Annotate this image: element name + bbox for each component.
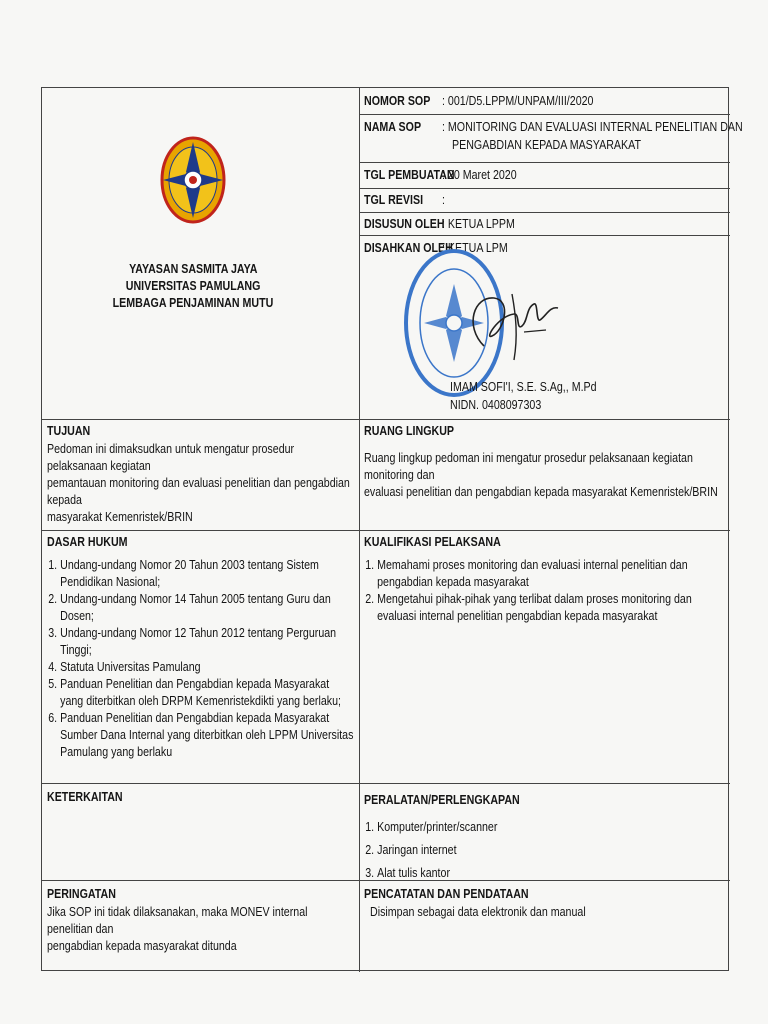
org-line: YAYASAN SASMITA JAYA	[128, 261, 258, 276]
signer-name: IMAM SOFI'I, S.E. S.Ag,, M.Pd	[450, 379, 597, 394]
field-divider	[359, 162, 730, 163]
field-label: TGL PEMBUATAN	[364, 167, 455, 182]
signer-block	[450, 378, 629, 414]
text-line: Disimpan sebagai data elektronik dan manual	[370, 904, 586, 919]
section-title-kualifikasi: KUALIFIKASI PELAKSANA	[364, 534, 501, 549]
field-value: :	[442, 192, 445, 207]
list-item: 4. Statuta Universitas Pamulang	[60, 658, 354, 675]
section-title-pencatatan: PENCATATAN DAN PENDATAAN	[364, 886, 529, 901]
field-divider	[359, 235, 730, 236]
text-line: pemantauan monitoring dan evaluasi penelitian dan pengabdian kepada	[47, 475, 350, 507]
sop-document	[41, 87, 743, 971]
section-title-tujuan: TUJUAN	[47, 423, 91, 438]
text-line: Jika SOP ini tidak dilaksanakan, maka MONEV internal penelitian dan	[47, 904, 308, 936]
field-label: TGL REVISI	[364, 192, 424, 207]
signature-icon	[454, 286, 564, 366]
field-value: : KETUA LPM	[442, 240, 508, 255]
peralatan-list	[364, 815, 768, 884]
list-item: 2. Mengetahui pihak-pihak yang terlibat dalam proses monitoring dan evaluasi internal penelitian pengabdian kepada masyarakat	[377, 590, 729, 624]
kualifikasi-list	[364, 556, 768, 624]
text-line: masyarakat Kemenristek/BRIN	[47, 509, 193, 524]
field-label: DISAHKAN OLEH	[364, 240, 453, 255]
list-item: 1. Memahami proses monitoring dan evaluasi internal penelitian dan pengabdian kepada masyarakat	[377, 556, 729, 590]
field-value: : 20 Maret 2020	[442, 167, 517, 182]
list-item: 3. Undang-undang Nomor 12 Tahun 2012 tentang Perguruan Tinggi;	[60, 624, 354, 658]
list-item: 6. Panduan Penelitian dan Pengabdian kepada Masyarakat Sumber Dana Internal yang diterbitkan oleh LPPM Universitas Pamulang yang berlaku	[60, 709, 354, 760]
list-item: 5. Panduan Penelitian dan Pengabdian kepada Masyarakat yang diterbitkan oleh DRPM Kemenristekdikti yang berlaku;	[60, 675, 354, 709]
row-divider	[42, 783, 730, 784]
list-item: 1. Komputer/printer/scanner	[377, 815, 729, 838]
field-value: : 001/D5.LPPM/UNPAM/III/2020	[442, 93, 594, 108]
org-line: UNIVERSITAS PAMULANG	[125, 278, 261, 293]
field-divider	[359, 188, 730, 189]
section-title-ruang-lingkup: RUANG LINGKUP	[364, 423, 455, 438]
row-divider	[42, 530, 730, 531]
list-item: 2. Undang-undang Nomor 14 Tahun 2005 tentang Guru dan Dosen;	[60, 590, 354, 624]
signer-nidn: NIDN. 0408097303	[450, 397, 542, 412]
field-divider	[359, 212, 730, 213]
field-label: NAMA SOP	[364, 119, 422, 134]
tujuan-text	[47, 440, 417, 525]
section-title-keterkaitan: KETERKAITAN	[47, 789, 123, 804]
list-item: 1. Undang-undang Nomor 20 Tahun 2003 tentang Sistem Pendidikan Nasional;	[60, 556, 354, 590]
section-title-peralatan: PERALATAN/PERLENGKAPAN	[364, 792, 520, 807]
list-item: 3. Alat tulis kantor	[377, 861, 729, 884]
section-title-peringatan: PERINGATAN	[47, 886, 116, 901]
text-line: evaluasi penelitian dan pengabdian kepada masyarakat Kemenristek/BRIN	[364, 484, 718, 499]
ruang-lingkup-text	[364, 449, 768, 500]
text-line: pengabdian kepada masyarakat ditunda	[47, 938, 237, 953]
text-line: Pedoman ini dimaksudkan untuk mengatur prosedur pelaksanaan kegiatan	[47, 441, 295, 473]
field-value: : KETUA LPPM	[442, 216, 515, 231]
row-divider	[42, 419, 730, 420]
organization-name	[62, 260, 324, 311]
field-value-continued: PENGABDIAN KEPADA MASYARAKAT	[452, 137, 641, 152]
field-divider	[359, 114, 730, 115]
field-value: : MONITORING DAN EVALUASI INTERNAL PENELITIAN DAN	[442, 119, 743, 134]
field-label: NOMOR SOP	[364, 93, 431, 108]
field-label: DISUSUN OLEH	[364, 216, 445, 231]
list-item: 2. Jaringan internet	[377, 838, 729, 861]
peringatan-text	[47, 903, 421, 954]
pencatatan-text	[370, 903, 768, 920]
text-line: Ruang lingkup pedoman ini mengatur prosedur pelaksanaan kegiatan monitoring dan	[364, 450, 693, 482]
university-logo-icon	[160, 136, 226, 224]
section-title-dasar-hukum: DASAR HUKUM	[47, 534, 128, 549]
org-line: LEMBAGA PENJAMINAN MUTU	[112, 295, 274, 310]
